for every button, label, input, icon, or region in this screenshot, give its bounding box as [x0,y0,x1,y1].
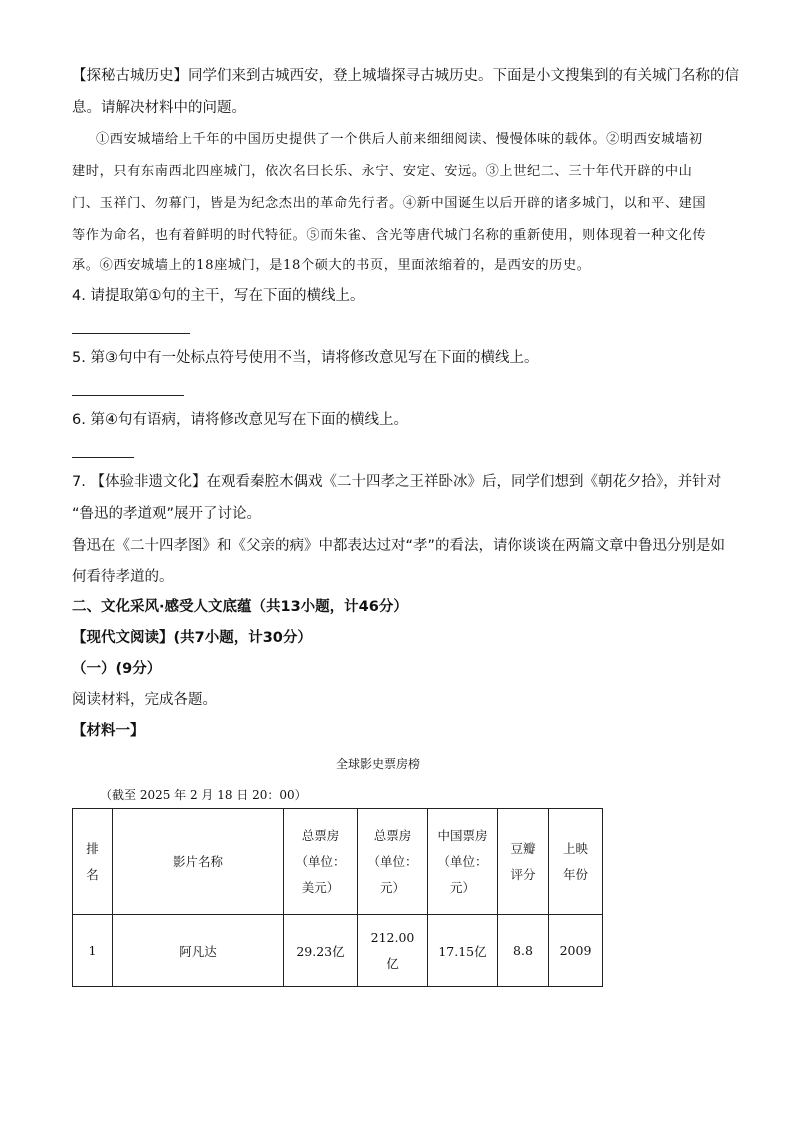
modern-reading-heading: 【现代文阅读】(共7小题，计30分） [72,630,312,646]
header-total-usd: 总票房 （单位： 美元） [284,809,358,915]
cell-douban: 8.8 [498,915,549,987]
material-line-3: 门、玉祥门、勿幕门，皆是为纪念杰出的革命先行者。④新中国诞生以后开辟的诸多城门，以和平、建国 [72,196,707,211]
intro-line-2: 息。请解决材料中的问题。 [72,100,246,116]
question-7-line-3: 鲁迅在《二十四孝图》和《父亲的病》中都表达过对“孝”的看法，请你谈谈在两篇文章中鲁迅分别是如 [72,538,726,554]
cell-year: 2009 [549,915,603,987]
table-header-row [73,809,603,915]
table-row [73,915,603,987]
instruction: 阅读材料，完成各题。 [72,692,217,708]
table-title: 全球影史票房榜 [336,757,421,771]
material-line-2: 建时，只有东南西北四座城门，依次名曰长乐、永宁、安定、安远。③上世纪二、三十年代开辟的中山 [72,164,693,179]
section-2-heading: 二、文化采风·感受人文底蕴（共13小题，计46分） [72,599,408,615]
header-rank: 排 名 [73,809,113,915]
answer-line-6 [72,457,134,458]
cell-total-usd: 29.23亿 [284,915,358,987]
cell-china-box-office: 17.15亿 [428,915,498,987]
question-7-line-4: 何看待孝道的。 [72,569,174,585]
table-date-note: （截至 2025 年 2 月 18 日 20：00） [100,788,307,802]
answer-line-5 [72,395,184,396]
question-6: 6. 第④句有语病，请将修改意见写在下面的横线上。 [72,412,408,428]
material-line-5: 承。⑥西安城墙上的18座城门，是18个硕大的书页，里面浓缩着的，是西安的历史。 [72,258,591,273]
material-line-4: 等作为命名，也有着鲜明的时代特征。⑤而朱雀、含光等唐代城门名称的重新使用，则体现着一种文化传 [72,228,707,243]
cell-film-name: 阿凡达 [113,915,284,987]
header-total-cny: 总票房 （单位： 元） [358,809,428,915]
question-5: 5. 第③句中有一处标点符号使用不当，请将修改意见写在下面的横线上。 [72,350,539,366]
answer-line-4 [72,333,190,334]
part-1-heading: （一）(9分） [72,661,162,677]
header-china-box-office: 中国票房 （单位： 元） [428,809,498,915]
header-year: 上映 年份 [549,809,603,915]
question-7-line-2: “鲁迅的孝道观”展开了讨论。 [72,506,262,522]
header-film-name: 影片名称 [113,809,284,915]
material-line-1: ①西安城墙给上千年的中国历史提供了一个供后人前来细细阅读、慢慢体味的载体。②明西安城墙初 [96,132,703,147]
intro-line-1: 【探秘古城历史】同学们来到古城西安，登上城墙探寻古城历史。下面是小文搜集到的有关城门名称的信 [72,68,739,84]
material-one-label: 【材料一】 [72,723,145,739]
cell-total-cny: 212.00 亿 [358,915,428,987]
cell-rank: 1 [73,915,113,987]
box-office-table [72,808,603,987]
question-4: 4. 请提取第①句的主干，写在下面的横线上。 [72,288,365,304]
question-7-line-1: 7. 【体验非遗文化】在观看秦腔木偶戏《二十四孝之王祥卧冰》后，同学们想到《朝花夕拾》，并针对 [72,474,722,490]
header-douban: 豆瓣 评分 [498,809,549,915]
